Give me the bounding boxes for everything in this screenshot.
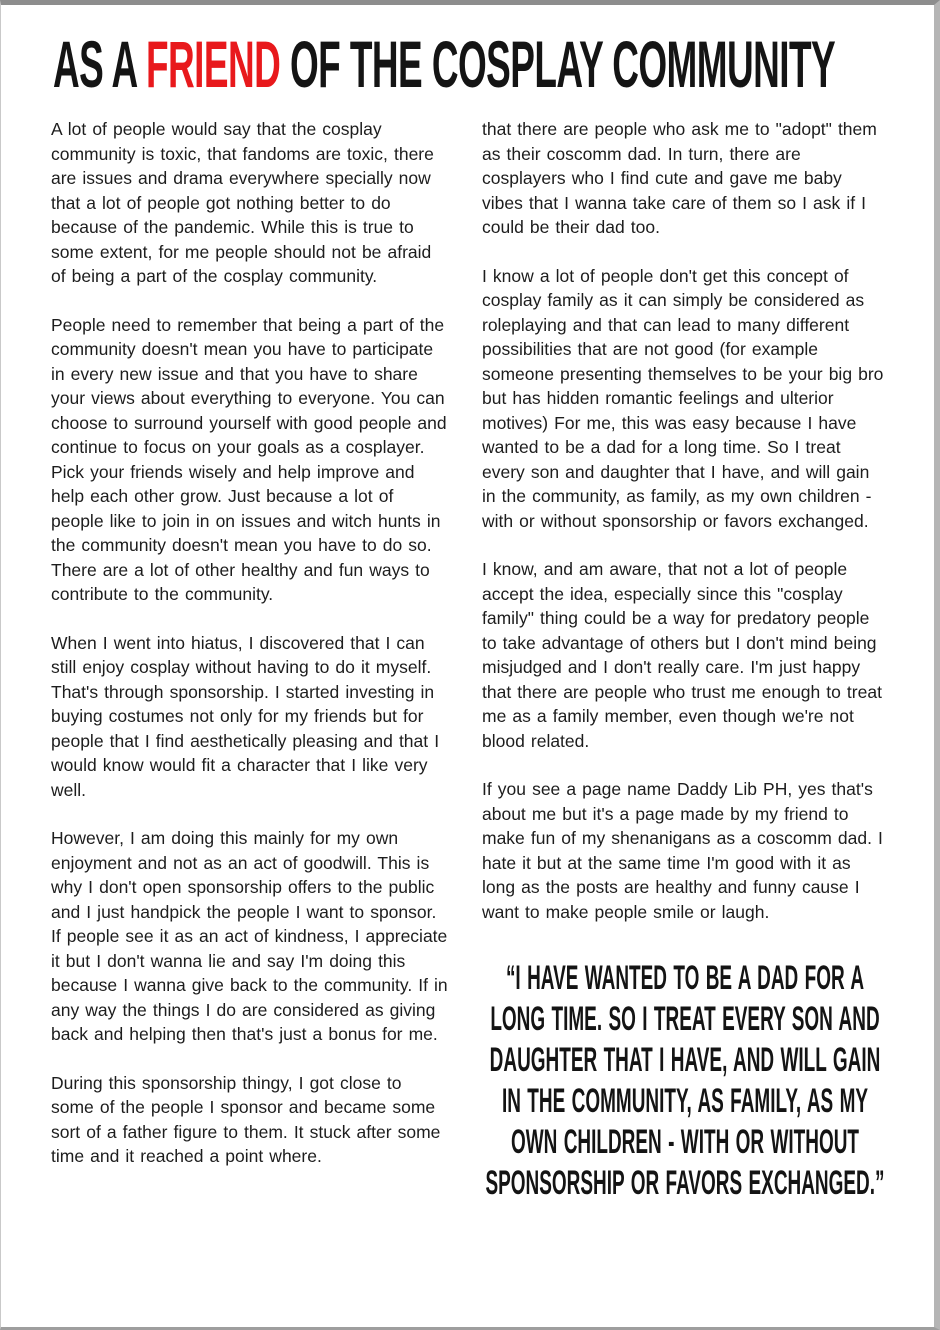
paragraph: However, I am doing this mainly for my own enjoyment and not as an act of goodwill. This is why I don't open sponsorship offers to the public and I just handpick the people I want to sponsor. If people see it as an act of kindness, I appreciate it but I don't wanna lie and say I'm doing this because I wanna give back to the community. If in any way the things I do are considered as giving back and helping then that's just a bonus for me. <box>51 828 448 1044</box>
article-body <box>1 97 934 1204</box>
paragraph: If you see a page name Daddy Lib PH, yes that's about me but it's a page made by my friend to make fun of my shenanigans as a coscomm dad. I hate it but at the same time I'm good with it as long as the posts are healthy and funny cause I want to make people smile or laugh. <box>482 779 883 922</box>
paragraph: that there are people who ask me to "adopt" them as their coscomm dad. In turn, there are cosplayers who I find cute and gave me baby vibes that I wanna take care of them so I ask if I could be their dad too. <box>482 119 877 237</box>
paragraph: People need to remember that being a part of the community doesn't mean you have to participate in every new issue and that you have to share your views about everything to everyone. You can choose to surround yourself with good people and continue to focus on your goals as a cosplayer. Pick your friends wisely and help improve and help each other grow. Just because a lot of people like to join in on issues and witch hunts in the community doesn't mean you have to do so. There are a lot of other healthy and fun ways to contribute to the community. <box>51 314 447 604</box>
paragraph: I know a lot of people don't get this concept of cosplay family as it can simply be considered as roleplaying and that can lead to many different possibilities that are not good (for example someone presenting themselves to be your big bro but has hidden romantic feelings and ulterior motives) For me, this was easy because I have wanted to be a dad for a long time. So I treat every son and daughter that I have, and will gain in the community, as family, as my own children - with or without sponsorship or favors exchanged. <box>482 265 884 531</box>
paragraph: When I went into hiatus, I discovered that I can still enjoy cosplay without having to do it myself. That's through sponsorship. I started investing in buying costumes not only for my friends but for people that I find aesthetically pleasing and that I would know would fit a character that I like very well. <box>51 632 440 800</box>
paragraph: A lot of people would say that the cosplay community is toxic, that fandoms are toxic, there are issues and drama everywhere specially now that a lot of people got nothing better to do because of the pandemic. While this is true to some extent, for me people should not be afraid of being a part of the cosplay community. <box>51 119 434 286</box>
title-suffix: OF THE COSPLAY COMMUNITY <box>280 27 836 101</box>
right-column <box>482 117 888 1204</box>
left-column <box>51 117 450 1204</box>
title-highlight: FRIEND <box>146 27 281 101</box>
pull-quote: “I HAVE WANTED TO BE A DAD FOR A LONG TIME. SO I TREAT EVERY SON AND DAUGHTER THAT I HAVE, AND WILL GAIN IN THE COMMUNITY, AS FAMILY, AS MY OWN CHILDREN - WITH OR WITHOUT SPONSORSHIP OR FAVORS EXCHANGED.” <box>485 959 885 1202</box>
page-title <box>53 27 836 101</box>
paragraph: During this sponsorship thingy, I got close to some of the people I sponsor and became some sort of a father figure to them. It stuck after some time and it reached a point where. <box>51 1072 441 1166</box>
paragraph: I know, and am aware, that not a lot of people accept the idea, especially since this "cosplay family" thing could be a way for predatory people to take advantage of others but I don't mind being misjudged and I don't really care. I'm just happy that there are people who trust me enough to treat me as a family member, even though we're not blood related. <box>482 559 882 751</box>
title-prefix: AS A <box>53 27 147 101</box>
